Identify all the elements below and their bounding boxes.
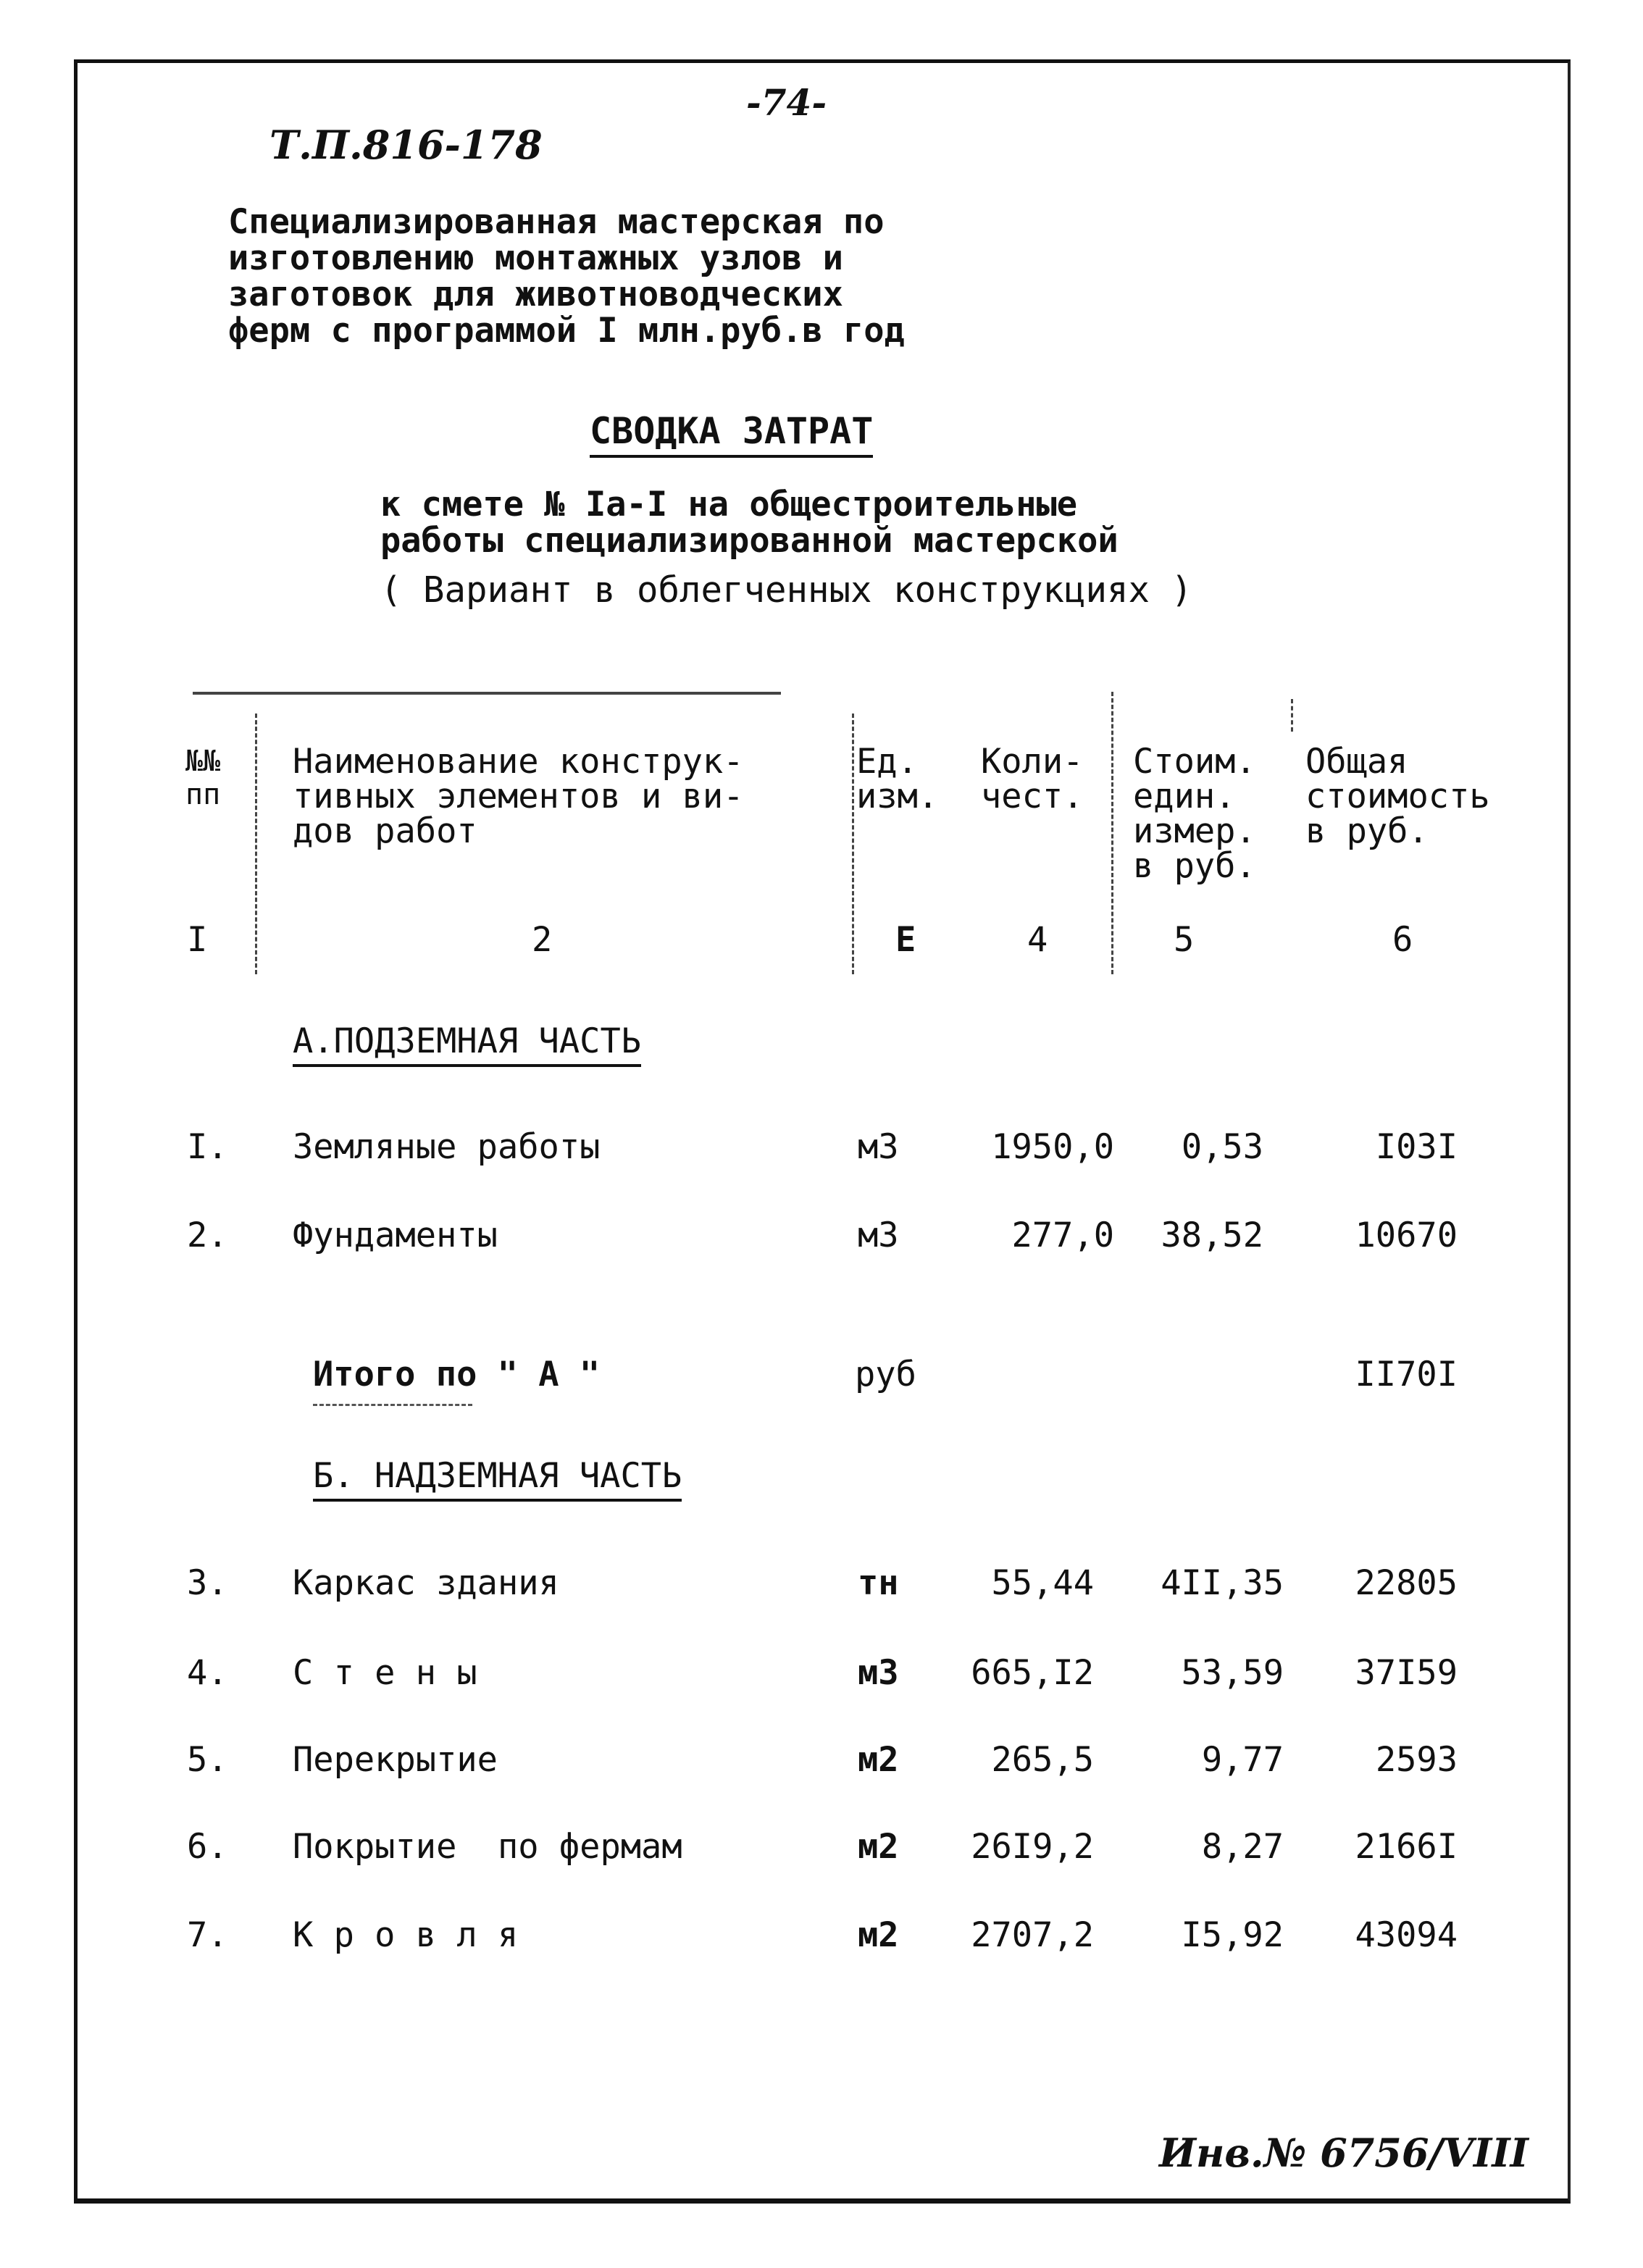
row-unit: м3 [858, 1215, 899, 1255]
row-total: I03I [1375, 1127, 1458, 1167]
col-number: 6 [1392, 920, 1413, 960]
row-name: К р о в л я [293, 1915, 519, 1955]
row-total: 37I59 [1355, 1653, 1458, 1693]
col-number: 2 [532, 920, 553, 960]
row-num: 6. [187, 1827, 228, 1867]
row-num: 2. [187, 1215, 228, 1255]
row-unit: м2 [858, 1827, 899, 1867]
subtotal-unit: руб [855, 1355, 916, 1394]
org-title: Специализированная мастерская по изготовлению монтажных узлов и заготовок для животноводческих ферм с программой I млн.руб.в год [228, 202, 905, 351]
col-number: 4 [1027, 920, 1048, 960]
table-col-divider [1291, 699, 1293, 732]
row-name: Земляные работы [293, 1127, 601, 1167]
row-total: 2166I [1355, 1827, 1458, 1867]
row-name: Покрытие по фермам [293, 1827, 682, 1867]
row-qty: 26I9,2 [971, 1827, 1094, 1867]
doc-title: СВОДКА ЗАТРАТ [590, 410, 873, 458]
table-col-divider [852, 714, 854, 974]
subtotal-label: Итого по " А " [313, 1355, 601, 1394]
col-number: I [187, 920, 208, 960]
header-qty: Коли- чест. [981, 742, 1084, 816]
section-heading-a: А.ПОДЗЕМНАЯ ЧАСТЬ [293, 1021, 641, 1067]
header-num: №№ пп [185, 745, 221, 811]
row-num: I. [187, 1127, 228, 1167]
row-name: Фундаменты [293, 1215, 498, 1255]
row-unit: м2 [858, 1915, 899, 1955]
variant-note: ( Вариант в облегченных конструкциях ) [380, 569, 1193, 611]
row-qty: 265,5 [991, 1740, 1094, 1780]
page-number: -74- [746, 81, 827, 124]
header-name: Наименование конструк- тивных элементов и ви- дов работ [293, 742, 744, 851]
table-col-divider [255, 714, 257, 974]
header-unit: Ед. изм. [856, 742, 939, 816]
row-num: 3. [187, 1563, 228, 1603]
row-qty: 2707,2 [971, 1915, 1094, 1955]
row-total: 22805 [1355, 1563, 1458, 1603]
row-price: 0,53 [1181, 1127, 1263, 1167]
row-qty: 55,44 [991, 1563, 1094, 1603]
subtitle: к смете № Iа-I на общестроительные работы специализированной мастерской [380, 485, 1119, 561]
table-top-rule [193, 692, 781, 695]
row-price: 53,59 [1181, 1653, 1284, 1693]
row-total: 10670 [1355, 1215, 1458, 1255]
subtotal-total: II70I [1355, 1355, 1458, 1394]
row-num: 4. [187, 1653, 228, 1693]
row-qty: 665,I2 [971, 1653, 1094, 1693]
header-unit-cost: Стоим. един. измер. в руб. [1133, 742, 1256, 886]
row-unit: тн [858, 1563, 899, 1603]
section-heading-b: Б. НАДЗЕМНАЯ ЧАСТЬ [313, 1456, 682, 1502]
row-total: 43094 [1355, 1915, 1458, 1955]
row-price: 38,52 [1161, 1215, 1263, 1255]
row-price: I5,92 [1181, 1915, 1284, 1955]
row-num: 5. [187, 1740, 228, 1780]
row-price: 4II,35 [1161, 1563, 1284, 1603]
table-col-divider [1111, 692, 1113, 974]
project-code: Т.П.816-178 [269, 122, 543, 168]
inventory-number: Инв.№ 6756/VIII [1159, 2130, 1529, 2176]
row-price: 8,27 [1201, 1827, 1284, 1867]
row-price: 9,77 [1201, 1740, 1284, 1780]
row-name: Каркас здания [293, 1563, 559, 1603]
row-unit: м3 [858, 1127, 899, 1167]
row-qty: 1950,0 [991, 1127, 1114, 1167]
subtotal-underline [313, 1404, 472, 1406]
row-num: 7. [187, 1915, 228, 1955]
row-unit: м2 [858, 1740, 899, 1780]
row-total: 2593 [1375, 1740, 1458, 1780]
col-number: 5 [1174, 920, 1195, 960]
row-unit: м3 [858, 1653, 899, 1693]
row-name: С т е н ы [293, 1653, 477, 1693]
header-total: Общая стоимость в руб. [1305, 742, 1490, 851]
row-qty: 277,0 [1011, 1215, 1114, 1255]
row-name: Перекрытие [293, 1740, 498, 1780]
col-number: Е [895, 920, 916, 960]
